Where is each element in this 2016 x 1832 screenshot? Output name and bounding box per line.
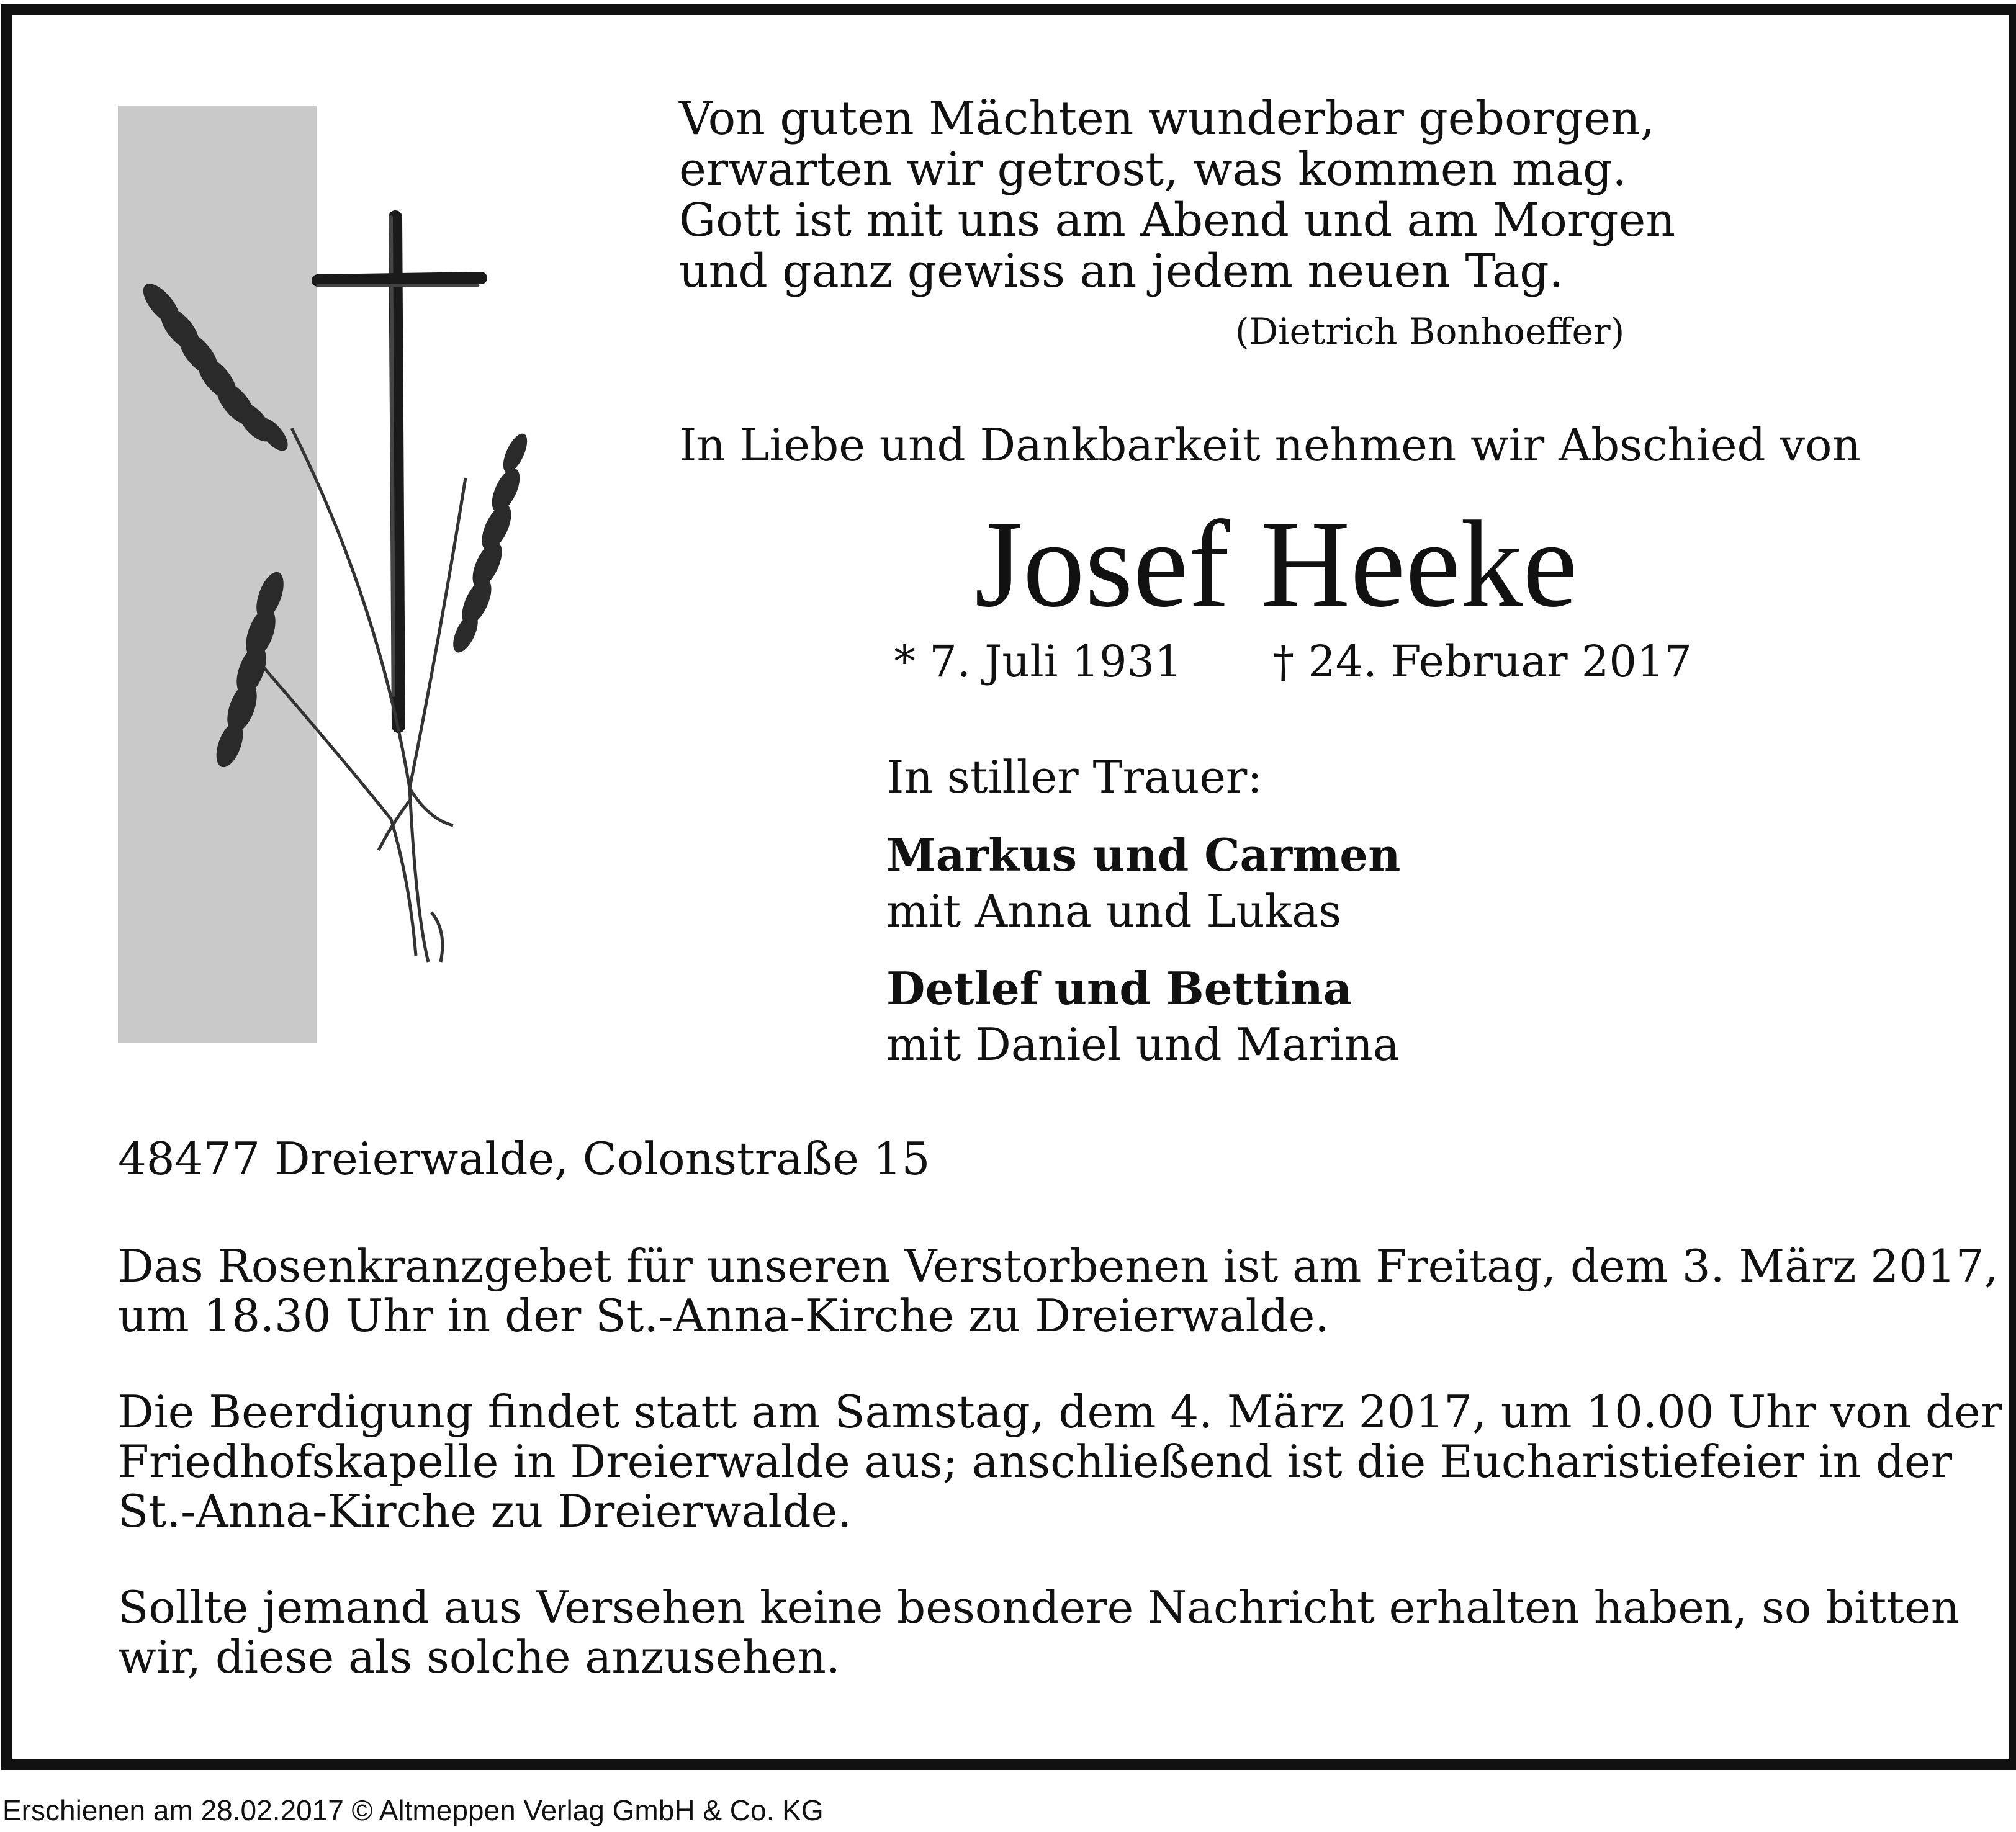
quote-line: Von guten Mächten wunderbar geborgen, <box>679 92 1655 145</box>
paragraph-line: Das Rosenkranzgebet für unseren Verstorbenen ist am Freitag, dem 3. März 2017, <box>118 1240 1999 1292</box>
paragraph-funeral <box>118 1386 2002 1537</box>
death-date: † 24. Februar 2017 <box>1272 636 1692 687</box>
mourner-family <box>886 828 1400 937</box>
paragraph-line: um 18.30 Uhr in der St.-Anna-Kirche zu Dreierwalde. <box>118 1290 1330 1342</box>
memorial-graphic <box>118 106 565 1049</box>
paragraph-line: Friedhofskapelle in Dreierwalde aus; anschließend ist die Eucharistiefeier in der <box>118 1435 1953 1488</box>
quote-line: und ganz gewiss an jedem neuen Tag. <box>679 245 1564 298</box>
farewell-line: In Liebe und Dankbarkeit nehmen wir Abschied von <box>679 419 1861 471</box>
family-names: Markus und Carmen <box>886 828 1401 881</box>
publication-footer: Erschienen am 28.02.2017 © Altmeppen Verlag GmbH & Co. KG <box>2 1794 824 1826</box>
quote-author: (Dietrich Bonhoeffer) <box>1235 310 1625 352</box>
paragraph-line: Die Beerdigung findet statt am Samstag, dem 4. März 2017, um 10.00 Uhr von der <box>118 1386 2002 1438</box>
birth-date: * 7. Juli 1931 <box>894 636 1182 687</box>
mourner-family <box>886 962 1400 1071</box>
deceased-name: Josef Heeke <box>974 496 1578 633</box>
cross-icon <box>118 106 565 1049</box>
paragraph-notice <box>118 1581 1960 1683</box>
paragraph-line: St.-Anna-Kirche zu Dreierwalde. <box>118 1485 852 1537</box>
address: 48477 Dreierwalde, Colonstraße 15 <box>118 1133 930 1185</box>
paragraph-rosary <box>118 1240 1999 1342</box>
mourning-heading: In stiller Trauer: <box>886 751 1262 803</box>
family-children: mit Daniel und Marina <box>886 1018 1400 1071</box>
family-names: Detlef und Bettina <box>886 962 1352 1015</box>
family-children: mit Anna und Lukas <box>886 885 1342 937</box>
paragraph-line: Sollte jemand aus Versehen keine besondere Nachricht erhalten haben, so bitten <box>118 1581 1960 1633</box>
quote-block <box>679 93 1675 297</box>
paragraph-line: wir, diese als solche anzusehen. <box>118 1631 840 1683</box>
quote-line: Gott ist mit uns am Abend und am Morgen <box>679 194 1675 247</box>
quote-line: erwarten wir getrost, was kommen mag. <box>679 143 1627 196</box>
